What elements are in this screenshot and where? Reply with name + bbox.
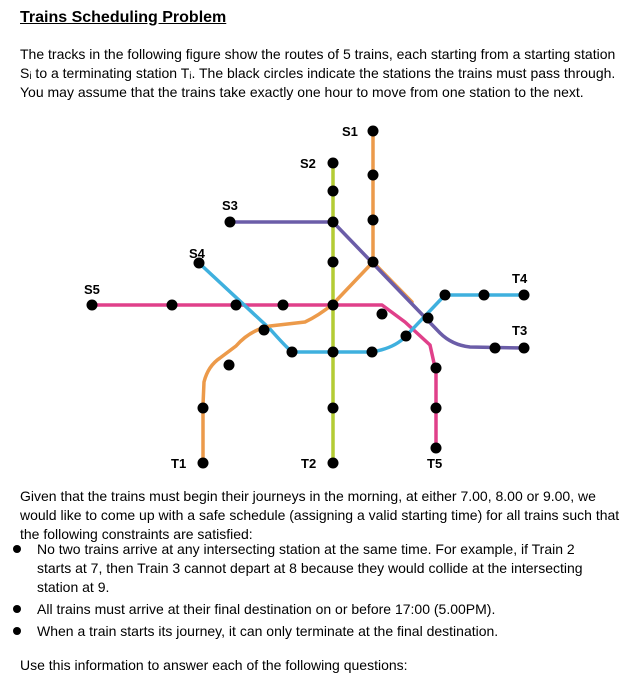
station (328, 257, 339, 268)
constraint-text: When a train starts its journey, it can only terminate at the final destination. (37, 623, 499, 639)
station (431, 403, 442, 414)
label-s4: S4 (189, 246, 205, 261)
intro-paragraph: The tracks in the following figure show the routes of 5 trains, each starting from a starting station Sᵢ to a terminating station Tᵢ. The black circles indicate the stations the trains must pass through. You may assume that the trains take exactly one hour to move from one station to the next. (20, 46, 616, 100)
station (278, 300, 289, 311)
route-s1-t5 (373, 131, 412, 302)
station (440, 290, 451, 301)
station (328, 300, 339, 311)
station (225, 217, 236, 228)
closing-paragraph: Use this information to answer each of the following questions: (20, 657, 408, 673)
label-s2: S2 (300, 156, 316, 171)
station (328, 158, 339, 169)
station (367, 347, 378, 358)
label-t3: T3 (512, 323, 528, 338)
station (519, 343, 530, 354)
station (259, 325, 270, 336)
train-route-map (0, 115, 636, 485)
station (328, 347, 339, 358)
constraint-text: No two trains arrive at any intersecting station at the same time. For example, if Train 2 starts at 7, then Train 3 cannot depart at 8 because they would collide at the intersecting station at 9. (37, 541, 583, 595)
bullet-icon (13, 605, 21, 613)
label-t2: T2 (301, 456, 317, 471)
route-s3-t3 (230, 222, 524, 348)
station (401, 331, 412, 342)
bullet-icon (13, 545, 21, 553)
station (377, 309, 388, 320)
label-s3: S3 (222, 198, 238, 213)
constraints-intro: Given that the trains must begin their journeys in the morning, at either 7.00, 8.00 or 9.00, we would like to come up with a safe schedule (assigning a valid starting time) for all trains such that the following constraints are satisfied: (20, 488, 620, 542)
constraints-list (0, 540, 620, 641)
station (167, 300, 178, 311)
station (87, 300, 98, 311)
station (328, 186, 339, 197)
station (287, 347, 298, 358)
station (328, 217, 339, 228)
station (368, 170, 379, 181)
label-s5: S5 (84, 282, 100, 297)
station (368, 126, 379, 137)
station (231, 300, 242, 311)
label-t4: T4 (512, 271, 528, 286)
bullet-icon (13, 627, 21, 635)
label-s1: S1 (342, 124, 358, 139)
label-t5: T5 (427, 456, 443, 471)
station (198, 458, 209, 469)
station (198, 403, 209, 414)
constraint-text: All trains must arrive at their final destination on or before 17:00 (5.00PM). (37, 601, 496, 617)
list-item (0, 540, 620, 597)
station (328, 458, 339, 469)
station (368, 215, 379, 226)
label-t1: T1 (171, 456, 187, 471)
list-item (0, 600, 620, 619)
station (519, 290, 530, 301)
station (490, 343, 501, 354)
station (479, 290, 490, 301)
page-title: Trains Scheduling Problem (20, 9, 227, 26)
station (328, 403, 339, 414)
station (431, 363, 442, 374)
list-item (0, 622, 620, 641)
station (368, 257, 379, 268)
station (224, 360, 235, 371)
station (431, 443, 442, 454)
station (423, 313, 434, 324)
